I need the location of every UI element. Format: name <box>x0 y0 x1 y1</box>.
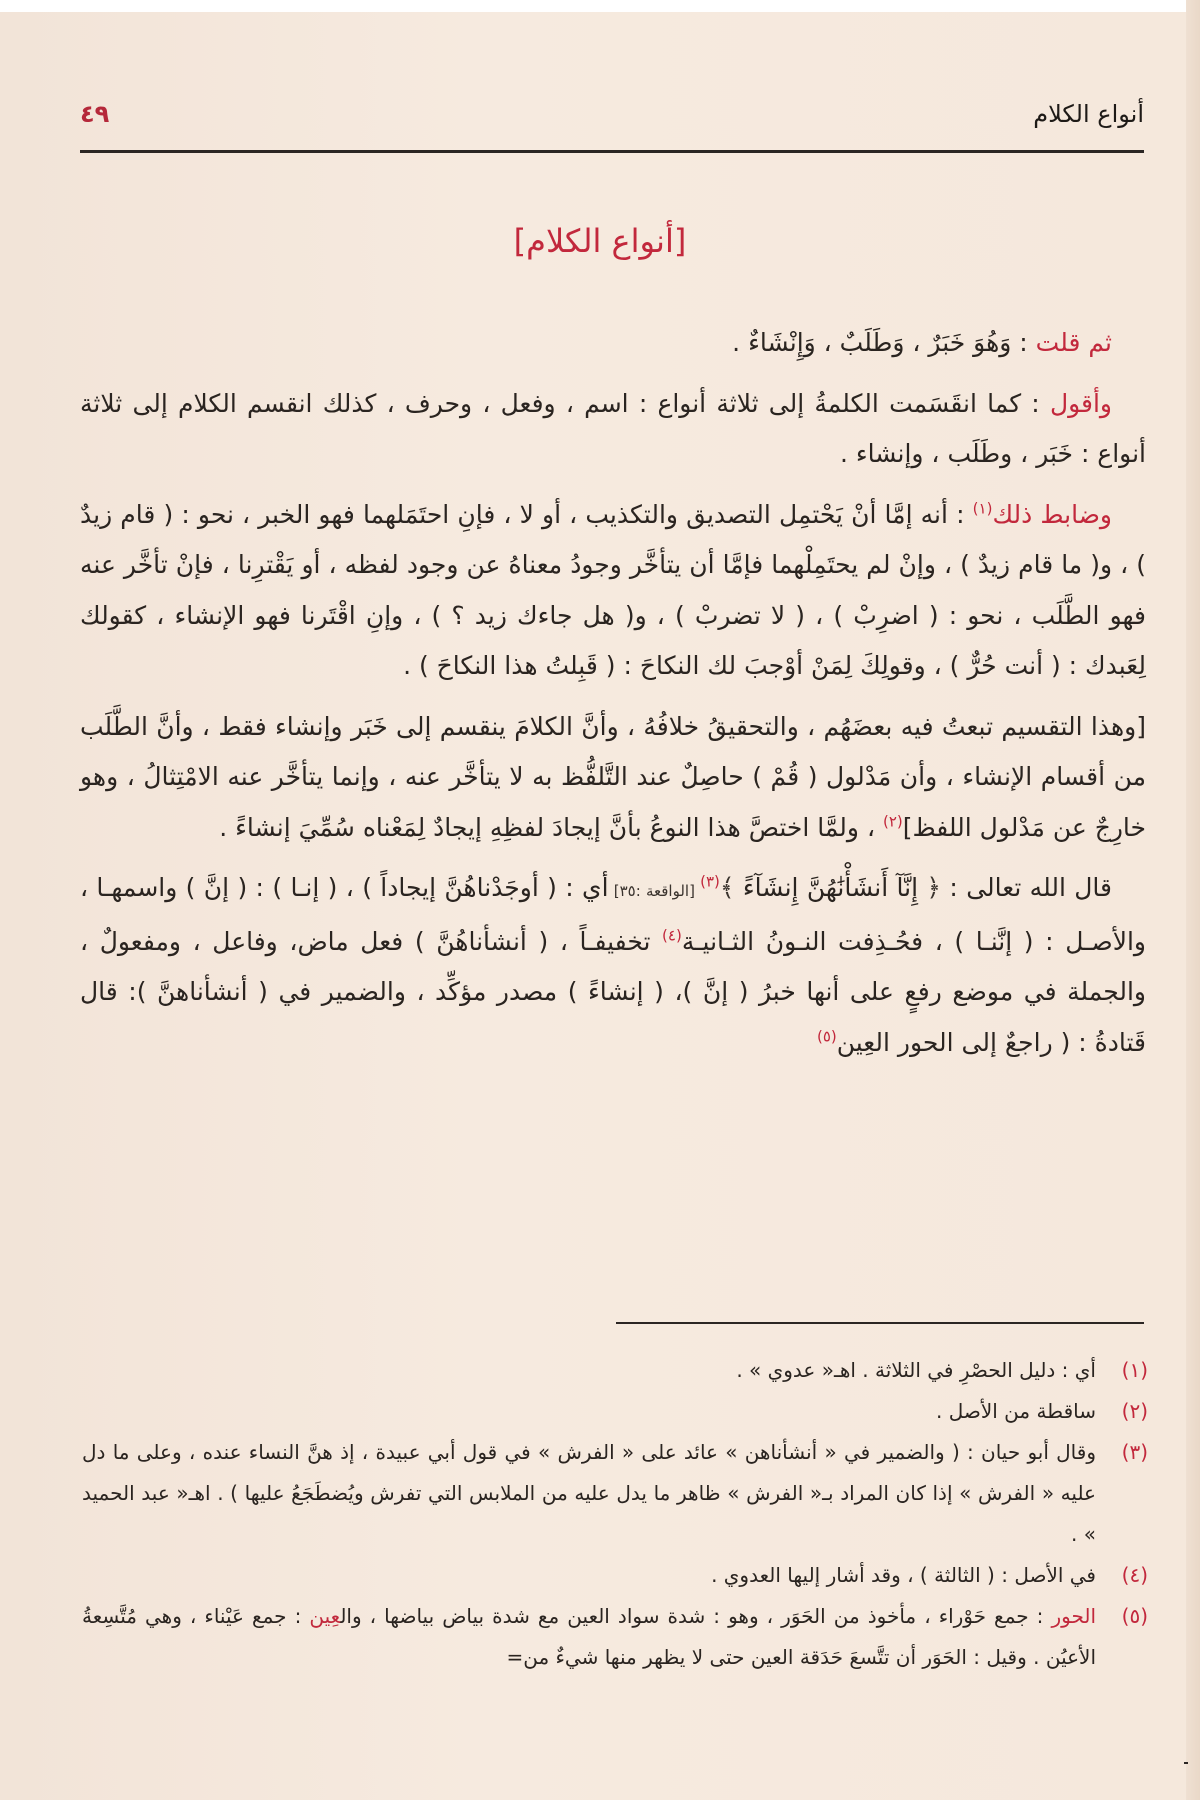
footnote-number: (٢) <box>1121 1399 1148 1423</box>
footnote-number: (٤) <box>1121 1563 1148 1587</box>
footnote-text: وقال أبو حيان : ( والضمير في « أنشأناهن » عائد على « الفرش » في قول أبي عبيدة ، إذ هنَّ النساء عنده ، وعلى ما دل عليه « الفرش » إذا كان المراد بـ« الفرش » ظاهر ما يدل عليه من الملابس التي تفرش ويُضطَجَعُ عليها ) . اهـ« عبد الحميد » . <box>82 1440 1096 1546</box>
paragraph-text: أي : ( أوجَدْناهُنَّ إيجاداً ) ، ( إنـا ) : ( إنَّ ) واسمهـا ، والأصـل : ( إنَّنـا ) ، فحُـذِفت النـونُ الثـانيـة <box>80 873 1146 956</box>
footnote-text: في الأصل : ( الثالثة ) ، وقد أشار إليها العدوي . <box>711 1563 1096 1587</box>
footnote-ref-2[interactable]: (٢) <box>882 812 903 831</box>
footnote-1 <box>82 1350 1148 1391</box>
section-title: [أنواع الكلام] <box>513 222 687 260</box>
footnote-ref-4[interactable]: (٤) <box>662 926 682 945</box>
footnote-number: (٣) <box>1121 1440 1148 1464</box>
ayah-reference: [الواقعة :٣٥] <box>608 882 701 900</box>
page-number: ٤٩ <box>80 100 110 128</box>
footnote-text: ساقطة من الأصل . <box>936 1399 1096 1423</box>
footnote-lead-word: عِين <box>309 1604 341 1628</box>
footnote-ref-3[interactable]: (٣) <box>700 872 720 891</box>
footnote-number: (٥) <box>1121 1604 1148 1628</box>
footnote-2 <box>82 1391 1148 1432</box>
paragraph-text: ، ولمَّا اختصَّ هذا النوعُ بأنَّ إيجادَ لفظِهِ إيجادٌ لِمَعْناه سُمِّيَ إنشاءً . <box>219 812 883 842</box>
footnotes <box>82 1350 1148 1678</box>
footnote-ref-5[interactable]: (٥) <box>816 1027 837 1046</box>
paragraph-criterion <box>80 490 1146 692</box>
paragraph-text: تخفيفـاً ، ( أنشأناهُنَّ ) فعل ماض، وفاعل ، ومفعولٌ ، والجملة في موضع رفعٍ على أنها خبرُ ( إنَّ )، ( إنشاءً ) مصدر مؤكِّد ، والضمير في ( أنشأناهنَّ ): قال قَتادةُ : ( راجعٌ إلى الحور العِين <box>80 926 1146 1057</box>
footnote-text: أي : دليل الحصْرِ في الثلاثة . اهـ« عدوي » . <box>736 1358 1096 1382</box>
scan-right-edge <box>1186 0 1200 1800</box>
footnote-lead-word: الحور <box>1051 1604 1097 1628</box>
paragraph-text: : كما انقَسَمت الكلمةُ إلى ثلاثة أنواع : اسم ، وفعل ، وحرف ، كذلك انقسم الكلام إلى ثلاثة أنواع : خَبَر ، وطَلَب ، وإنشاء . <box>80 388 1146 468</box>
footnote-number: (١) <box>1121 1358 1148 1382</box>
scan-top-margin <box>0 0 1200 12</box>
paragraph-text: : وَهُوَ خَبَرٌ ، وَطَلَبٌ ، وَإِنْشَاءٌ . <box>732 328 1036 357</box>
paragraph-text: [وهذا التقسيم تبعتُ فيه بعضَهُم ، والتحقيقُ خلافُهُ ، وأنَّ الكلامَ ينقسم إلى خَبَر وإنشاء فقط ، وأنَّ الطَّلَب من أقسام الإنشاء ، وأن مَدْلول ( قُمْ ) حاصِلٌ عند التَّلفُّظ به لا يتأخَّر عنه ، وإنما يتأخَّر عنه الامْتِثالُ ، وهو خارِجٌ عن مَدْلول اللفظ] <box>80 711 1146 842</box>
lead-word: وأقول <box>1049 388 1112 418</box>
ayah-ornament-close-icon: ﴾ <box>719 873 735 902</box>
lead-word: وضابط ذلك <box>992 499 1112 529</box>
footnote-ref-1[interactable]: (١) <box>972 499 993 518</box>
header-rule <box>80 150 1144 153</box>
footnote-text: : جمع حَوْراء ، مأخوذ من الحَوَر ، وهو : شدة سواد العين مع شدة بياض بياضها ، وال <box>340 1604 1052 1628</box>
paragraph-text: قال الله تعالى : <box>941 873 1112 902</box>
lead-word: ثم قلت <box>1035 328 1112 357</box>
ayah-ornament-open-icon: ﴿ <box>926 873 942 902</box>
paragraph-text: : أنه إمَّا أنْ يَحْتمِل التصديق والتكذيب ، أو لا ، فإنِ احتَمَلهما فهو الخبر ، نحو : ( قام زيدٌ ) ، و( ما قام زيدٌ ) ، وإنْ لم يحتَمِلْهما فإمَّا أن يتأخَّر وجودُ معناهُ عن وجود لفظه ، أو يَقْترِنا ، فإنْ تأخَّر عنه فهو الطَّلَب ، نحو : ( اضرِبْ ) ، ( لا تضربْ ) ، و( هل جاءك زيد ؟ ) ، وإنِ اقْتَرنا فهو الإنشاء ، كقولك لِعَبدك : ( أنت حُرٌّ ) ، وقولِكَ لِمَنْ أوْجبَ لك النكاحَ : ( قَبِلتُ هذا النكاحَ ) . <box>80 499 1146 680</box>
paragraph-quran-example <box>80 863 1146 1068</box>
page-header <box>80 96 1144 140</box>
paragraph-sharh <box>80 379 1146 480</box>
footnote-5 <box>82 1596 1148 1678</box>
paragraph-bracketed-note <box>80 702 1146 854</box>
paragraph-matn <box>80 318 1146 369</box>
ayah-text: إِنَّآ أَنشَأْنَٰهُنَّ إِنشَآءً <box>734 873 927 902</box>
main-text <box>80 318 1146 1078</box>
footnote-separator <box>616 1322 1144 1324</box>
scan-mark <box>1184 1762 1188 1764</box>
footnote-text: : جمع عَيْناء ، وهي مُتَّسِعةُ الأعيُن . وقيل : الحَوَر أن تتَّسعَ حَدَقة العين حتى لا يظهر منها شيءٌ من= <box>82 1604 1096 1669</box>
footnote-4 <box>82 1555 1148 1596</box>
running-title: أنواع الكلام <box>1033 100 1144 128</box>
footnote-3 <box>82 1432 1148 1555</box>
